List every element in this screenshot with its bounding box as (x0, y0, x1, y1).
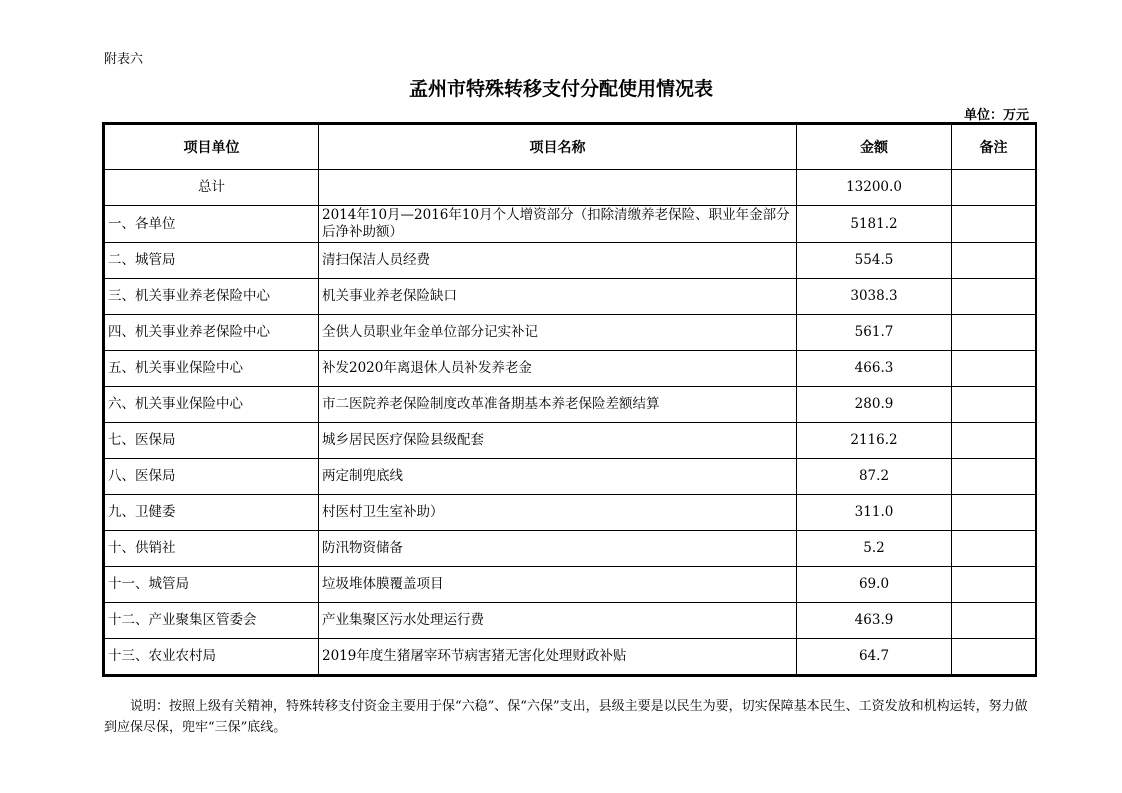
table-row (105, 279, 1036, 315)
row-unit-cell: 三、机关事业养老保险中心 (105, 279, 319, 315)
total-remark-cell (952, 170, 1036, 206)
row-remark-cell (952, 351, 1036, 387)
row-unit-cell: 十、供销社 (105, 531, 319, 567)
table-row (105, 387, 1036, 423)
row-remark-cell (952, 243, 1036, 279)
row-name-cell: 2019年度生猪屠宰环节病害猪无害化处理财政补贴 (319, 639, 797, 675)
row-name-cell: 产业集聚区污水处理运行费 (319, 603, 797, 639)
table-row (105, 351, 1036, 387)
footer-note: 说明：按照上级有关精神，特殊转移支付资金主要用于保“六稳”、保“六保”支出，县级主要是以民生为要，切实保障基本民生、工资发放和机构运转，努力做到应保尽保，兜牢“三保”底线。 (104, 699, 1028, 735)
table-row (105, 315, 1036, 351)
row-name-cell: 防汛物资储备 (319, 531, 797, 567)
column-header-remark: 备注 (952, 125, 1036, 170)
row-unit-cell: 五、机关事业保险中心 (105, 351, 319, 387)
row-amount-cell: 463.9 (797, 603, 952, 639)
row-unit-cell: 十一、城管局 (105, 567, 319, 603)
row-remark-cell (952, 567, 1036, 603)
row-unit-cell: 十二、产业聚集区管委会 (105, 603, 319, 639)
table-row (105, 495, 1036, 531)
row-remark-cell (952, 315, 1036, 351)
row-unit-cell: 七、医保局 (105, 423, 319, 459)
row-amount-cell: 554.5 (797, 243, 952, 279)
row-unit-cell: 八、医保局 (105, 459, 319, 495)
table-row (105, 243, 1036, 279)
attachment-label: 附表六 (104, 52, 144, 67)
row-remark-cell (952, 495, 1036, 531)
row-unit-cell: 一、各单位 (105, 206, 319, 243)
table-row (105, 423, 1036, 459)
total-row (105, 170, 1036, 206)
row-remark-cell (952, 459, 1036, 495)
row-remark-cell (952, 639, 1036, 675)
table-header-row (105, 125, 1036, 170)
row-unit-cell: 二、城管局 (105, 243, 319, 279)
row-amount-cell: 561.7 (797, 315, 952, 351)
unit-label: 单位：万元 (963, 108, 1029, 123)
row-amount-cell: 5181.2 (797, 206, 952, 243)
row-remark-cell (952, 387, 1036, 423)
table-row (105, 206, 1036, 243)
total-amount-cell: 13200.0 (797, 170, 952, 206)
total-name-cell (319, 170, 797, 206)
row-amount-cell: 5.2 (797, 531, 952, 567)
row-name-cell: 机关事业养老保险缺口 (319, 279, 797, 315)
row-name-cell: 清扫保洁人员经费 (319, 243, 797, 279)
row-amount-cell: 280.9 (797, 387, 952, 423)
row-unit-cell: 十三、农业农村局 (105, 639, 319, 675)
column-header-amount: 金额 (797, 125, 952, 170)
row-remark-cell (952, 279, 1036, 315)
row-amount-cell: 311.0 (797, 495, 952, 531)
row-name-cell: 全供人员职业年金单位部分记实补记 (319, 315, 797, 351)
row-name-cell: 城乡居民医疗保险县级配套 (319, 423, 797, 459)
row-remark-cell (952, 603, 1036, 639)
row-name-cell: 两定制兜底线 (319, 459, 797, 495)
row-amount-cell: 3038.3 (797, 279, 952, 315)
row-remark-cell (952, 531, 1036, 567)
row-amount-cell: 87.2 (797, 459, 952, 495)
row-name-cell: 村医村卫生室补助） (319, 495, 797, 531)
row-amount-cell: 2116.2 (797, 423, 952, 459)
row-amount-cell: 64.7 (797, 639, 952, 675)
document-title: 孟州市特殊转移支付分配使用情况表 (408, 78, 713, 100)
table-row (105, 603, 1036, 639)
table-row (105, 459, 1036, 495)
allocation-table (104, 124, 1036, 675)
table-row (105, 531, 1036, 567)
row-remark-cell (952, 423, 1036, 459)
column-header-unit: 项目单位 (105, 125, 319, 170)
row-amount-cell: 466.3 (797, 351, 952, 387)
row-remark-cell (952, 206, 1036, 243)
row-name-cell: 垃圾堆体膜覆盖项目 (319, 567, 797, 603)
row-unit-cell: 六、机关事业保险中心 (105, 387, 319, 423)
column-header-name: 项目名称 (319, 125, 797, 170)
table-row (105, 639, 1036, 675)
table-row (105, 567, 1036, 603)
row-amount-cell: 69.0 (797, 567, 952, 603)
row-unit-cell: 九、卫健委 (105, 495, 319, 531)
row-name-cell: 补发2020年离退休人员补发养老金 (319, 351, 797, 387)
allocation-table-container (102, 122, 1037, 677)
row-name-cell: 市二医院养老保险制度改革准备期基本养老保险差额结算 (319, 387, 797, 423)
total-unit-cell: 总计 (105, 170, 319, 206)
row-unit-cell: 四、机关事业养老保险中心 (105, 315, 319, 351)
row-name-cell: 2014年10月—2016年10月个人增资部分（扣除清缴养老保险、职业年金部分后净补助额） (319, 206, 797, 243)
